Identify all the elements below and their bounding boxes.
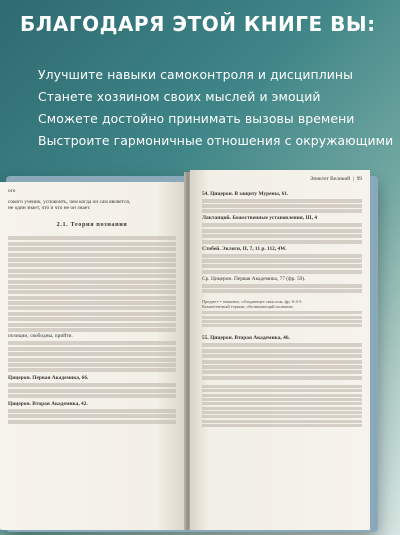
text-line — [8, 306, 176, 310]
text-line — [8, 414, 176, 418]
running-head-title: Эпиктет Великий — [309, 176, 351, 182]
text-line — [8, 242, 176, 246]
text-line — [8, 258, 176, 262]
page-number: 99 — [356, 176, 362, 182]
text-line — [202, 365, 362, 369]
benefits-list — [38, 64, 393, 152]
text-line — [8, 323, 176, 327]
text-line — [8, 312, 176, 316]
text-line — [202, 394, 362, 397]
book-left-page — [0, 182, 184, 530]
text-line — [202, 370, 362, 374]
footnote-2: Компетентный термин, обозначающий познание. — [202, 304, 294, 310]
text-line — [8, 301, 176, 305]
text-line — [202, 385, 362, 388]
text-line — [202, 389, 362, 392]
left-citation-2: Цицерон. Вторая Академика, 42. — [8, 401, 88, 408]
text-line — [8, 328, 176, 332]
text-line — [202, 229, 362, 233]
text-line — [8, 389, 176, 393]
text-line — [8, 263, 176, 267]
text-line — [8, 290, 176, 294]
text-line — [202, 343, 362, 347]
section-title: 2.1. Теория познания — [56, 221, 128, 228]
right-citation-4: 55. Цицерон. Вторая Академика, 46. — [202, 335, 290, 342]
left-page-para: позиции, свободны, прийти. — [8, 333, 73, 340]
benefit-item: Улучшите навыки самоконтроля и дисциплины — [38, 67, 353, 82]
benefit-item: Выстроите гармоничные отношения с окружающими — [38, 133, 394, 148]
text-line — [202, 424, 362, 427]
text-line — [8, 285, 176, 289]
benefit-item: Сможете достойно принимать вызовы времени — [38, 111, 355, 126]
text-line — [8, 420, 176, 424]
text-line — [202, 398, 362, 401]
text-line — [8, 409, 176, 413]
text-line — [8, 352, 176, 356]
text-line — [202, 259, 362, 263]
text-line — [202, 204, 362, 208]
text-line — [202, 199, 362, 203]
left-page-fragment: ого — [8, 188, 16, 194]
headline: БЛАГОДАРЯ ЭТОЙ КНИГЕ ВЫ: — [20, 12, 376, 36]
left-page-intro: сокого ученик, успокоить, чем когда он сам является, — [8, 198, 131, 205]
text-line — [8, 358, 176, 362]
text-line — [8, 341, 176, 345]
text-line — [202, 420, 362, 423]
text-line — [8, 236, 176, 240]
text-line — [8, 253, 176, 257]
text-line — [8, 383, 176, 387]
text-line — [8, 363, 176, 367]
right-citation-2: Лактанций. Божественные установления, III, 4 — [202, 215, 318, 222]
text-line — [202, 411, 362, 414]
text-line — [202, 289, 362, 293]
text-line — [202, 270, 362, 274]
text-line — [202, 234, 362, 238]
text-line — [8, 296, 176, 300]
text-line — [8, 269, 176, 273]
text-line — [202, 376, 362, 380]
text-line — [202, 354, 362, 358]
text-line — [8, 317, 176, 321]
left-page-intro-2: не один знает, что и что не он знает. — [8, 205, 91, 212]
text-line — [8, 247, 176, 251]
text-line — [202, 320, 362, 323]
text-line — [202, 254, 362, 258]
text-line — [202, 223, 362, 227]
text-line — [202, 209, 362, 213]
text-line — [202, 415, 362, 418]
text-line — [202, 284, 362, 288]
text-line — [8, 368, 176, 372]
text-line — [202, 324, 362, 327]
text-line — [202, 407, 362, 410]
text-line — [202, 311, 362, 314]
text-line — [8, 394, 176, 398]
right-citation-3: Стобей. Эклоги, II, 7, 11 p. 112, 4W. — [202, 245, 287, 252]
text-line — [202, 240, 362, 244]
running-head: Эпиктет Великий | 99 — [309, 176, 362, 182]
book-right-page — [190, 170, 370, 530]
text-line — [202, 360, 362, 364]
text-line — [202, 349, 362, 353]
text-line — [8, 347, 176, 351]
reference-line: Ср. Цицерон. Первая Академика, 77 (фр. 59). — [202, 275, 306, 282]
text-line — [202, 264, 362, 268]
text-line — [8, 274, 176, 278]
right-citation-1: 54. Цицерон. В защиту Мурены, 61. — [202, 190, 289, 197]
footnote-1: Предмет = знаковое, обладающее смыслом, фр. 6-4-5. — [202, 299, 303, 305]
text-line — [8, 280, 176, 284]
benefit-item: Станете хозяином своих мыслей и эмоций — [38, 89, 321, 104]
text-line — [202, 402, 362, 405]
text-line — [202, 316, 362, 319]
left-citation-1: Цицерон. Первая Академика, 66. — [8, 375, 89, 382]
